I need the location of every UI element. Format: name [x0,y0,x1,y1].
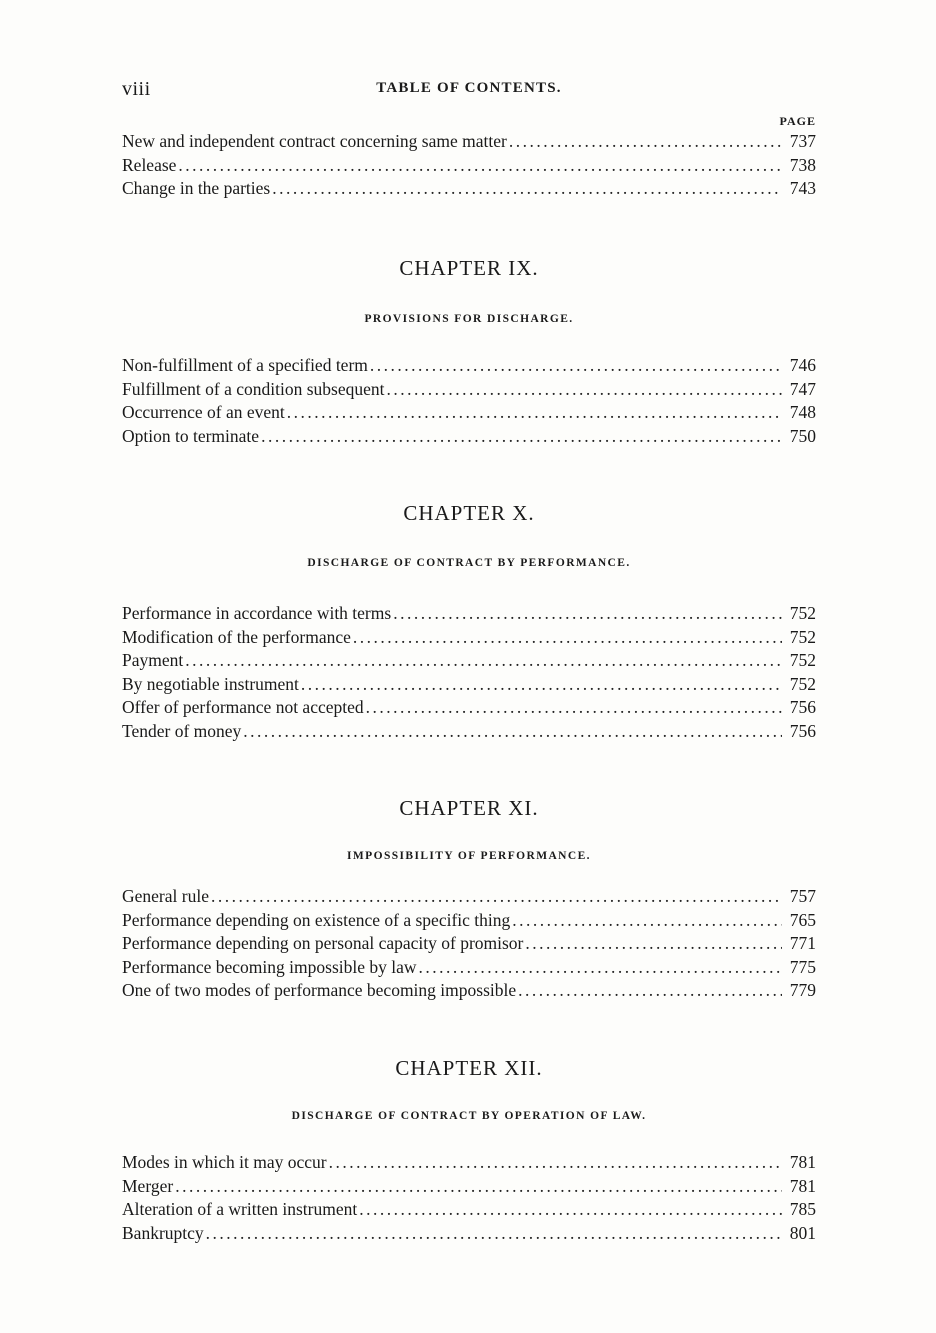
chapter-entry-list [122,602,816,743]
toc-entry [122,1151,816,1175]
entry-page: 771 [789,933,816,953]
toc-entry [122,354,816,378]
dot-leader [287,401,782,425]
chapter-heading: CHAPTER IX. [399,256,539,280]
toc-entry [122,649,816,673]
dot-leader [512,909,782,933]
entry-text: Performance in accordance with terms [122,603,392,623]
entry-text: Modification of the performance [122,626,351,647]
toc-entry [122,626,816,650]
toc-entry [122,932,816,956]
chapter-subtitle: IMPOSSIBILITY OF PERFORMANCE. [347,850,591,862]
chapter-subtitle: DISCHARGE OF CONTRACT BY PERFORMANCE. [307,557,631,569]
entry-page: 752 [789,626,816,647]
entry-text: Option to terminate [122,425,260,446]
page-header [122,78,816,104]
toc-entry [122,909,816,933]
toc-entry [122,956,816,980]
entry-page: 779 [789,980,816,1000]
page-column-label: PAGE [779,114,816,128]
entry-text: Offer of performance not accepted [122,697,364,717]
dot-leader [243,720,782,744]
entry-page: 756 [789,697,816,717]
entry-text: Performance depending on existence of a specific thing [122,909,511,930]
toc-entry [122,979,816,1003]
entry-page: 738 [789,154,816,175]
dot-leader [301,673,782,697]
toc-entry [122,1198,816,1222]
dot-leader [206,1222,782,1246]
dot-leader [353,626,782,650]
dot-leader [366,696,782,720]
dot-leader [178,154,782,178]
entry-page: 765 [789,909,816,930]
toc-entry [122,154,816,178]
entry-text: Modes in which it may occur [122,1152,327,1172]
entry-text: Release [122,154,177,175]
entry-page: 781 [789,1175,816,1196]
entry-text: Performance depending on personal capacity of promisor [122,933,524,953]
chapter-heading: CHAPTER XII. [395,1056,543,1080]
dot-leader [419,956,782,980]
toc-entry [122,177,816,201]
entry-text: Payment [122,650,184,670]
chapter-subtitle: PROVISIONS FOR DISCHARGE. [364,313,574,325]
chapter-entry-list [122,354,816,448]
dot-leader [525,932,782,956]
entry-page: 752 [789,673,816,694]
entry-page: 747 [789,378,816,399]
entry-page: 748 [789,402,816,422]
entry-page: 781 [789,1152,816,1172]
entry-text: Bankruptcy [122,1222,204,1243]
dot-leader [272,177,782,201]
entry-text: By negotiable instrument [122,673,299,694]
entry-text: One of two modes of performance becoming impossible [122,980,517,1000]
toc-entry [122,401,816,425]
chapter-subtitle: DISCHARGE OF CONTRACT BY OPERATION OF LAW. [291,1110,647,1122]
dot-leader [359,1198,782,1222]
toc-entry [122,425,816,449]
page-number: viii [122,78,151,100]
toc-entry [122,1175,816,1199]
dot-leader [509,130,782,154]
entry-page: 775 [789,956,816,977]
entry-text: Performance becoming impossible by law [122,956,417,977]
entry-page: 752 [789,603,816,623]
toc-entry [122,130,816,154]
dot-leader [329,1151,782,1175]
toc-entry [122,1222,816,1246]
entry-page: 801 [789,1222,816,1243]
intro-entry-list [122,130,816,201]
dot-leader [175,1175,782,1199]
entry-text: Merger [122,1175,174,1196]
entry-page: 750 [789,425,816,446]
toc-entry [122,720,816,744]
entry-page: 746 [789,355,816,375]
toc-entry [122,885,816,909]
running-title: TABLE OF CONTENTS. [376,80,562,96]
dot-leader [386,378,782,402]
entry-text: Alteration of a written instrument [122,1199,358,1219]
entry-text: New and independent contract concerning same matter [122,131,507,151]
entry-text: Change in the parties [122,178,271,198]
entry-page: 756 [789,720,816,741]
dot-leader [370,354,782,378]
dot-leader [518,979,782,1003]
toc-entry [122,696,816,720]
entry-page: 752 [789,650,816,670]
entry-page: 743 [789,178,816,198]
chapter-heading: CHAPTER XI. [399,796,539,820]
entry-page: 737 [789,131,816,151]
toc-entry [122,378,816,402]
dot-leader [261,425,782,449]
dot-leader [211,885,782,909]
toc-entry [122,602,816,626]
entry-text: Occurrence of an event [122,402,285,422]
entry-text: Tender of money [122,720,242,741]
dot-leader [185,649,782,673]
entry-text: General rule [122,886,209,906]
entry-text: Fulfillment of a condition subsequent [122,378,385,399]
toc-entry [122,673,816,697]
dot-leader [393,602,782,626]
entry-text: Non-fulfillment of a specified term [122,355,368,375]
entry-page: 785 [789,1199,816,1219]
chapter-entry-list [122,885,816,1003]
entry-page: 757 [789,886,816,906]
chapter-heading: CHAPTER X. [403,501,535,525]
chapter-entry-list [122,1151,816,1245]
